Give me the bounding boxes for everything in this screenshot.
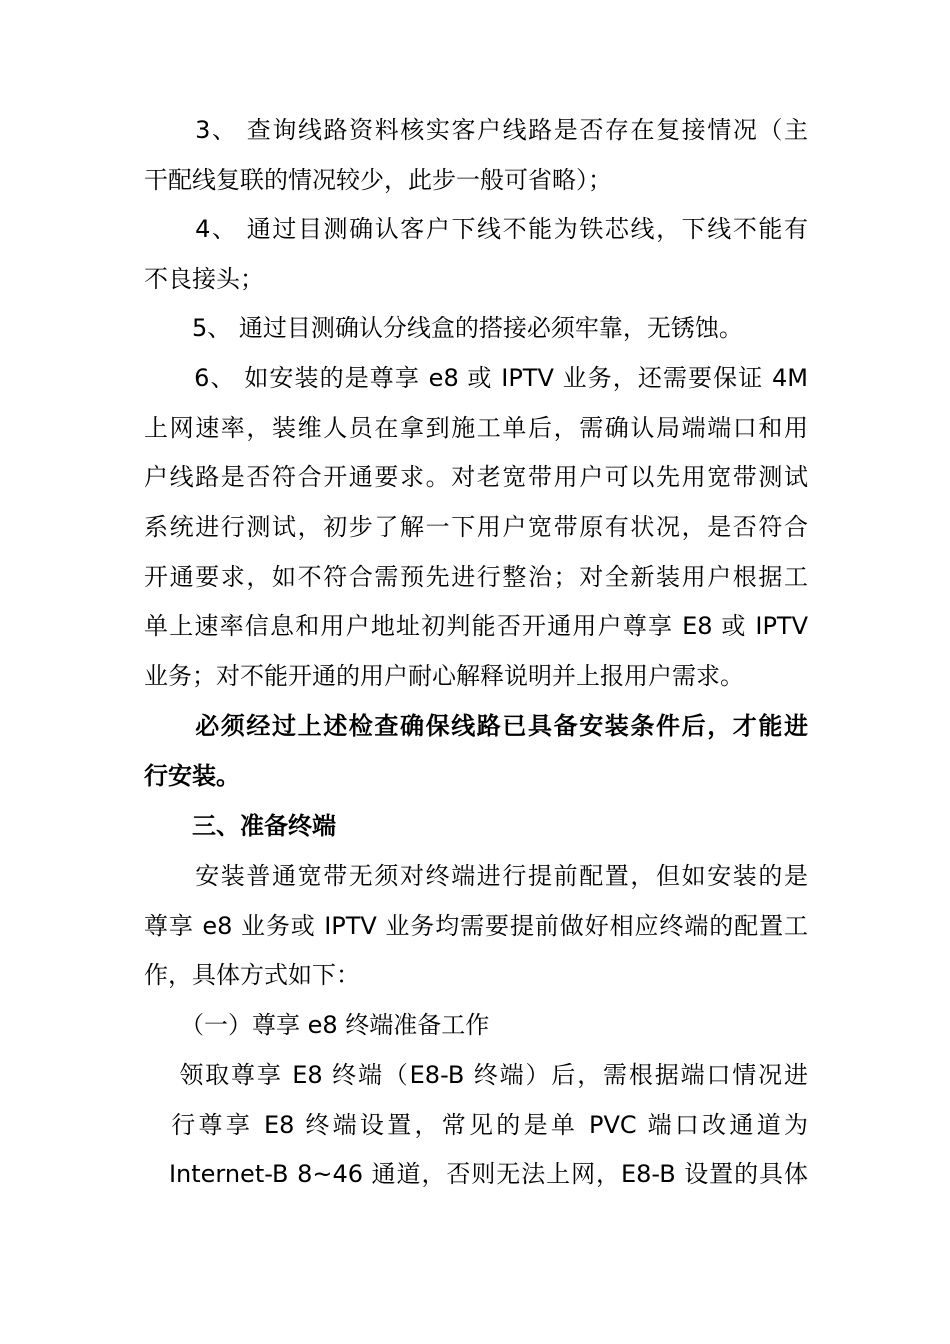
paragraph-subsection-body [144,1051,808,1200]
text-line: 户线路是否符合开通要求。对老宽带用户可以先用宽带测试 [144,463,808,492]
text-line: 安装普通宽带无须对终端进行提前配置，但如安装的是 [144,862,808,890]
text-line: （一）尊享 e8 终端准备工作 [144,1011,490,1039]
text-line: 开通要求，如不符合需预先进行整治；对全新装用户根据工 [144,562,808,591]
paragraph-notice [144,702,808,801]
text-line: 4、 通过目测确认客户下线不能为铁芯线，下线不能有 [144,215,808,243]
paragraph-item-3 [144,106,808,205]
text-line: Internet-B 8~46 通道，否则无法上网，E8-B 设置的具体 [144,1160,808,1189]
text-line: 领取尊享 E8 终端（E8-B 终端）后，需根据端口情况进 [144,1061,808,1089]
text-line: 行安装。 [144,761,240,790]
text-line: 业务；对不能开通的用户耐心解释说明并上报用户需求。 [144,662,744,691]
text-line: 上网速率，装维人员在拿到施工单后，需确认局端端口和用 [144,413,808,442]
text-line: 3、 查询线路资料核实客户线路是否存在复接情况（主 [144,116,808,144]
text-line: 必须经过上述检查确保线路已具备安装条件后，才能进 [144,712,808,740]
text-line: 不良接头； [144,264,264,293]
paragraph-item-4 [144,205,808,304]
text-line: 干配线复联的情况较少，此步一般可省略）； [144,165,612,194]
text-line: 作，具体方式如下： [144,961,360,990]
text-line: 6、 如安装的是尊享 e8 或 IPTV 业务，还需要保证 4M [144,364,808,392]
text-line: 单上速率信息和用户地址初判能否开通用户尊享 E8 或 IPTV [144,612,808,641]
paragraph-section-intro [144,852,808,1001]
section-heading [144,802,808,852]
text-line: 三、准备终端 [144,812,336,840]
paragraph-item-5 [144,304,808,354]
text-line: 5、 通过目测确认分线盒的搭接必须牢靠，无锈蚀。 [144,314,743,342]
subsection-heading [144,1001,808,1051]
paragraph-item-6 [144,354,808,702]
text-line: 尊享 e8 业务或 IPTV 业务均需要提前做好相应终端的配置工 [144,911,808,940]
text-line: 系统进行测试，初步了解一下用户宽带原有状况，是否符合 [144,513,808,542]
text-line: 行尊享 E8 终端设置，常见的是单 PVC 端口改通道为 [144,1110,808,1139]
